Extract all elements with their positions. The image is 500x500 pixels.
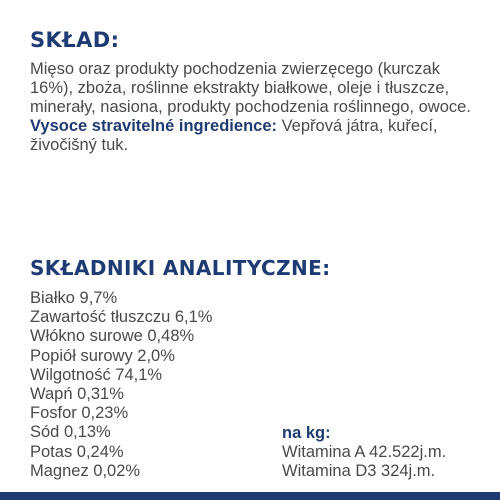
analytics-item: Magnez 0,02%: [30, 461, 141, 480]
composition-text: Mięso oraz produkty pochodzenia zwierzęcego (kurczak 16%), zboża, roślinne ekstrakty białkowe, oleje i tłuszcze, minerały, nasiona, produkty pochodzenia roślinnego, owoce.: [30, 60, 471, 116]
analytics-item: Włókno surowe 0,48%: [30, 327, 195, 346]
analytics-item: Wapń 0,31%: [30, 385, 124, 404]
per-kg-block: [282, 424, 446, 482]
analytics-item: Zawartość tłuszczu 6,1%: [30, 308, 213, 327]
highlight-label: Vysoce stravitelné ingredience:: [30, 117, 277, 135]
analytics-item: Popiół surowy 2,0%: [30, 346, 175, 365]
highlight-text: Vepřová játra, kuřecí, živočišný tuk.: [30, 117, 438, 154]
analytics-list: [30, 289, 212, 481]
per-kg-label: na kg:: [282, 424, 331, 442]
composition-heading: SKŁAD:: [30, 28, 120, 52]
analytics-item: Potas 0,24%: [30, 442, 124, 461]
composition-paragraph: [30, 60, 480, 155]
analytics-item: Wilgotność 74,1%: [30, 365, 163, 384]
analytics-heading: SKŁADNIKI ANALITYCZNE:: [30, 256, 331, 280]
analytics-item: Fosfor 0,23%: [30, 404, 129, 423]
analytics-item: Sód 0,13%: [30, 423, 111, 442]
analytics-item: Białko 9,7%: [30, 289, 118, 307]
vitamin-d3: Witamina D3 324j.m.: [282, 462, 436, 481]
bottom-bar: [0, 492, 500, 500]
vitamin-a: Witamina A 42.522j.m.: [282, 443, 447, 462]
